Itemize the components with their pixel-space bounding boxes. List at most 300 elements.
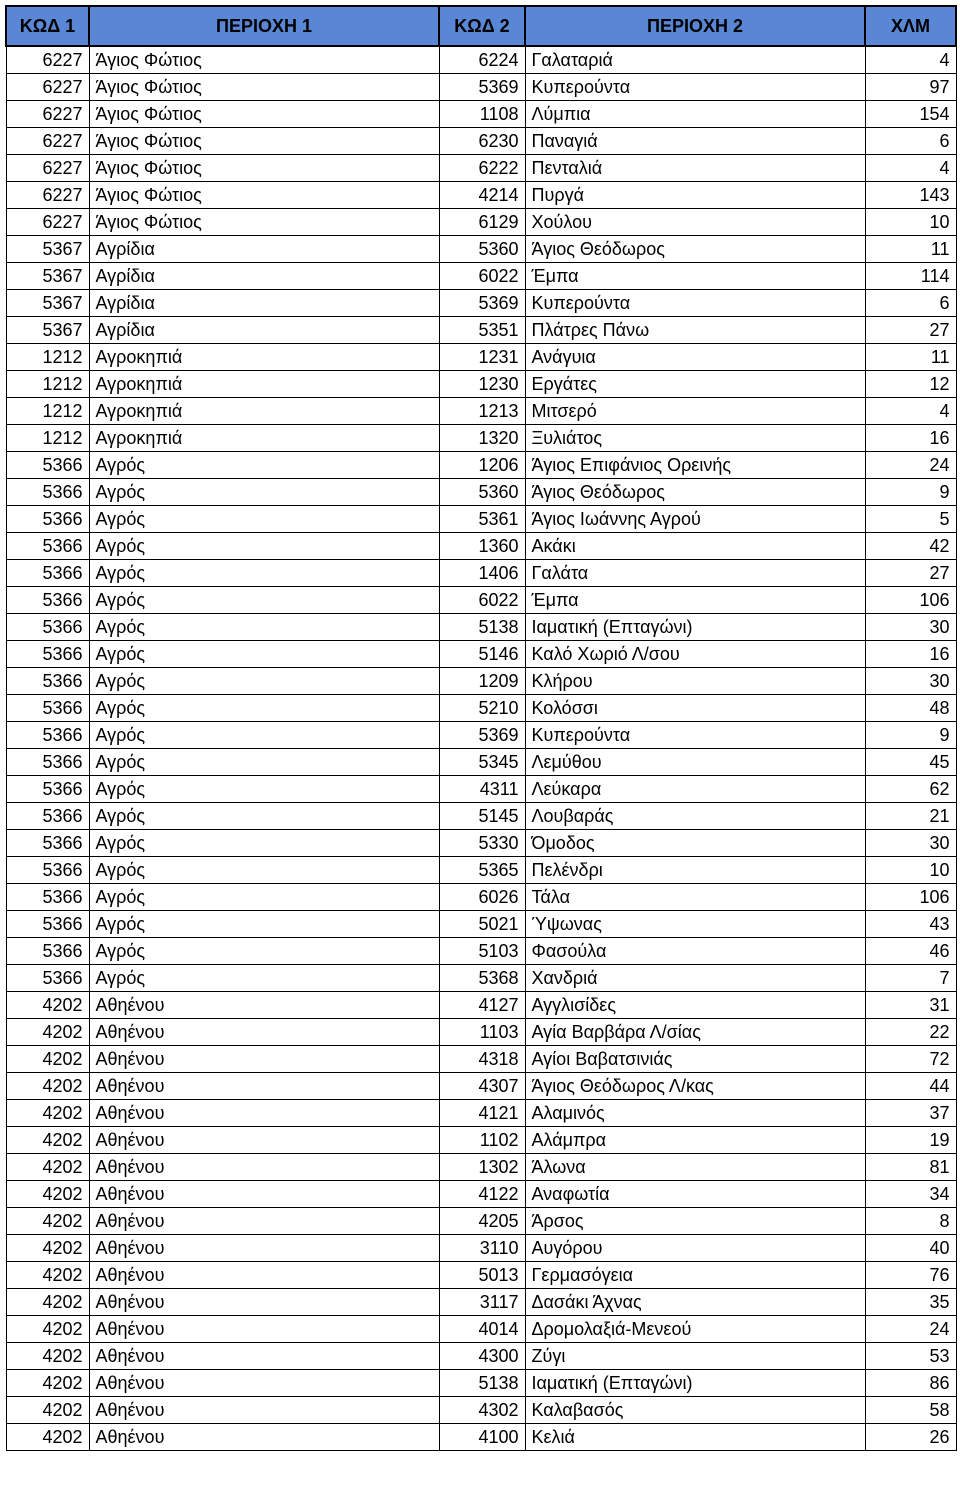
area-2-cell: Χούλου	[525, 209, 865, 236]
table-row	[6, 1046, 956, 1073]
table-row	[6, 74, 956, 101]
code-1-cell: 4202	[6, 1073, 89, 1100]
code-2-cell: 4300	[439, 1343, 525, 1370]
area-1-cell: Αθηένου	[89, 1181, 439, 1208]
code-2-cell: 5360	[439, 236, 525, 263]
table-row	[6, 101, 956, 128]
code-1-cell: 1212	[6, 425, 89, 452]
header-row	[6, 6, 956, 46]
area-1-cell: Αθηένου	[89, 1235, 439, 1262]
header-area-2: ΠΕΡΙΟΧΗ 2	[525, 6, 865, 46]
area-2-cell: Αγίοι Βαβατσινιάς	[525, 1046, 865, 1073]
code-2-cell: 4302	[439, 1397, 525, 1424]
table-row	[6, 1154, 956, 1181]
km-cell: 72	[865, 1046, 956, 1073]
table-row	[6, 182, 956, 209]
code-1-cell: 5366	[6, 641, 89, 668]
code-1-cell: 5366	[6, 452, 89, 479]
code-1-cell: 6227	[6, 128, 89, 155]
code-1-cell: 5366	[6, 668, 89, 695]
code-2-cell: 5351	[439, 317, 525, 344]
area-2-cell: Έμπα	[525, 263, 865, 290]
area-1-cell: Αθηένου	[89, 1019, 439, 1046]
code-2-cell: 5345	[439, 749, 525, 776]
area-1-cell: Αγρίδια	[89, 317, 439, 344]
code-2-cell: 1406	[439, 560, 525, 587]
code-1-cell: 5366	[6, 560, 89, 587]
area-2-cell: Χανδριά	[525, 965, 865, 992]
code-2-cell: 5368	[439, 965, 525, 992]
code-2-cell: 1209	[439, 668, 525, 695]
area-1-cell: Αθηένου	[89, 1316, 439, 1343]
area-2-cell: Άγιος Θεόδωρος	[525, 479, 865, 506]
table-row	[6, 452, 956, 479]
table-row	[6, 506, 956, 533]
code-2-cell: 4307	[439, 1073, 525, 1100]
code-1-cell: 5366	[6, 722, 89, 749]
code-1-cell: 5367	[6, 263, 89, 290]
code-2-cell: 4014	[439, 1316, 525, 1343]
area-1-cell: Αγρός	[89, 695, 439, 722]
area-1-cell: Αγρός	[89, 803, 439, 830]
code-1-cell: 5367	[6, 317, 89, 344]
table-body	[6, 46, 956, 1451]
table-row	[6, 1262, 956, 1289]
code-2-cell: 4100	[439, 1424, 525, 1451]
area-1-cell: Αγροκηπιά	[89, 344, 439, 371]
area-1-cell: Αγρός	[89, 884, 439, 911]
table-row	[6, 965, 956, 992]
code-1-cell: 5366	[6, 776, 89, 803]
code-2-cell: 1302	[439, 1154, 525, 1181]
km-cell: 16	[865, 425, 956, 452]
code-1-cell: 4202	[6, 1208, 89, 1235]
table-row	[6, 695, 956, 722]
area-2-cell: Άγιος Ιωάννης Αγρού	[525, 506, 865, 533]
code-2-cell: 5369	[439, 290, 525, 317]
code-2-cell: 3110	[439, 1235, 525, 1262]
code-2-cell: 5360	[439, 479, 525, 506]
table-row	[6, 1019, 956, 1046]
area-1-cell: Αγρός	[89, 776, 439, 803]
area-1-cell: Αθηένου	[89, 1343, 439, 1370]
area-1-cell: Άγιος Φώτιος	[89, 209, 439, 236]
code-2-cell: 1360	[439, 533, 525, 560]
area-1-cell: Αγρός	[89, 965, 439, 992]
area-1-cell: Αγρίδια	[89, 290, 439, 317]
km-cell: 40	[865, 1235, 956, 1262]
table-row	[6, 1343, 956, 1370]
table-row	[6, 803, 956, 830]
km-cell: 42	[865, 533, 956, 560]
km-cell: 4	[865, 155, 956, 182]
header-area-1: ΠΕΡΙΟΧΗ 1	[89, 6, 439, 46]
table-row	[6, 236, 956, 263]
area-2-cell: Άλωνα	[525, 1154, 865, 1181]
km-cell: 22	[865, 1019, 956, 1046]
code-2-cell: 1102	[439, 1127, 525, 1154]
code-1-cell: 5367	[6, 236, 89, 263]
km-cell: 62	[865, 776, 956, 803]
code-1-cell: 6227	[6, 46, 89, 74]
area-1-cell: Αγροκηπιά	[89, 425, 439, 452]
area-1-cell: Άγιος Φώτιος	[89, 101, 439, 128]
code-1-cell: 5366	[6, 695, 89, 722]
code-2-cell: 6224	[439, 46, 525, 74]
area-1-cell: Αγρός	[89, 506, 439, 533]
area-2-cell: Δρομολαξιά-Μενεού	[525, 1316, 865, 1343]
table-row	[6, 155, 956, 182]
area-2-cell: Καλό Χωριό Λ/σου	[525, 641, 865, 668]
area-2-cell: Άρσος	[525, 1208, 865, 1235]
area-1-cell: Αγρός	[89, 479, 439, 506]
code-1-cell: 4202	[6, 1424, 89, 1451]
code-1-cell: 5366	[6, 965, 89, 992]
area-1-cell: Άγιος Φώτιος	[89, 128, 439, 155]
code-2-cell: 5103	[439, 938, 525, 965]
area-2-cell: Αλάμπρα	[525, 1127, 865, 1154]
km-cell: 53	[865, 1343, 956, 1370]
km-cell: 43	[865, 911, 956, 938]
area-1-cell: Αθηένου	[89, 1046, 439, 1073]
area-2-cell: Ιαματική (Επταγώνι)	[525, 1370, 865, 1397]
area-1-cell: Αθηένου	[89, 1154, 439, 1181]
code-2-cell: 5369	[439, 722, 525, 749]
area-1-cell: Αγρός	[89, 668, 439, 695]
code-1-cell: 1212	[6, 398, 89, 425]
code-2-cell: 4127	[439, 992, 525, 1019]
code-2-cell: 1103	[439, 1019, 525, 1046]
area-2-cell: Κυπερούντα	[525, 290, 865, 317]
code-2-cell: 1231	[439, 344, 525, 371]
km-cell: 34	[865, 1181, 956, 1208]
code-1-cell: 4202	[6, 1127, 89, 1154]
table-row	[6, 533, 956, 560]
area-2-cell: Δασάκι Άχνας	[525, 1289, 865, 1316]
table-row	[6, 938, 956, 965]
km-cell: 114	[865, 263, 956, 290]
header-code-2: ΚΩΔ 2	[439, 6, 525, 46]
code-1-cell: 4202	[6, 1289, 89, 1316]
km-cell: 9	[865, 479, 956, 506]
code-1-cell: 4202	[6, 1343, 89, 1370]
code-2-cell: 4214	[439, 182, 525, 209]
table-row	[6, 371, 956, 398]
area-1-cell: Αγρός	[89, 560, 439, 587]
km-cell: 44	[865, 1073, 956, 1100]
table-row	[6, 1127, 956, 1154]
area-1-cell: Αγρός	[89, 830, 439, 857]
area-2-cell: Άγιος Θεόδωρος	[525, 236, 865, 263]
code-2-cell: 6129	[439, 209, 525, 236]
code-1-cell: 4202	[6, 1235, 89, 1262]
area-2-cell: Αγγλισίδες	[525, 992, 865, 1019]
code-2-cell: 6230	[439, 128, 525, 155]
table-row	[6, 1181, 956, 1208]
distance-table-sheet	[5, 5, 955, 1451]
code-1-cell: 4202	[6, 1262, 89, 1289]
km-cell: 24	[865, 1316, 956, 1343]
area-1-cell: Αγρός	[89, 911, 439, 938]
code-2-cell: 1320	[439, 425, 525, 452]
area-2-cell: Πλάτρες Πάνω	[525, 317, 865, 344]
code-2-cell: 5210	[439, 695, 525, 722]
area-2-cell: Ιαματική (Επταγώνι)	[525, 614, 865, 641]
km-cell: 11	[865, 236, 956, 263]
km-cell: 30	[865, 830, 956, 857]
km-cell: 10	[865, 209, 956, 236]
code-1-cell: 6227	[6, 209, 89, 236]
area-2-cell: Γαλαταριά	[525, 46, 865, 74]
area-2-cell: Μιτσερό	[525, 398, 865, 425]
code-1-cell: 5366	[6, 506, 89, 533]
code-1-cell: 5366	[6, 830, 89, 857]
area-2-cell: Όμοδος	[525, 830, 865, 857]
code-2-cell: 5021	[439, 911, 525, 938]
km-cell: 27	[865, 560, 956, 587]
code-1-cell: 4202	[6, 1181, 89, 1208]
code-1-cell: 1212	[6, 344, 89, 371]
area-2-cell: Κυπερούντα	[525, 74, 865, 101]
area-2-cell: Αγία Βαρβάρα Λ/σίας	[525, 1019, 865, 1046]
area-2-cell: Λεμύθου	[525, 749, 865, 776]
km-cell: 86	[865, 1370, 956, 1397]
area-1-cell: Αγρός	[89, 587, 439, 614]
code-1-cell: 5366	[6, 479, 89, 506]
code-1-cell: 6227	[6, 101, 89, 128]
table-row	[6, 830, 956, 857]
table-row	[6, 1100, 956, 1127]
code-2-cell: 5138	[439, 614, 525, 641]
code-1-cell: 5366	[6, 938, 89, 965]
code-1-cell: 5367	[6, 290, 89, 317]
code-1-cell: 5366	[6, 587, 89, 614]
area-1-cell: Αθηένου	[89, 1370, 439, 1397]
area-1-cell: Αγρός	[89, 614, 439, 641]
code-2-cell: 4311	[439, 776, 525, 803]
area-2-cell: Λεύκαρα	[525, 776, 865, 803]
km-cell: 11	[865, 344, 956, 371]
table-header	[6, 6, 956, 46]
area-1-cell: Αγροκηπιά	[89, 398, 439, 425]
code-1-cell: 1212	[6, 371, 89, 398]
area-2-cell: Λύμπια	[525, 101, 865, 128]
table-row	[6, 317, 956, 344]
area-2-cell: Πυργά	[525, 182, 865, 209]
table-row	[6, 128, 956, 155]
km-cell: 76	[865, 1262, 956, 1289]
km-cell: 58	[865, 1397, 956, 1424]
area-2-cell: Κλήρου	[525, 668, 865, 695]
header-code-1: ΚΩΔ 1	[6, 6, 89, 46]
table-row	[6, 1235, 956, 1262]
code-1-cell: 5366	[6, 884, 89, 911]
code-1-cell: 6227	[6, 74, 89, 101]
km-cell: 6	[865, 290, 956, 317]
code-1-cell: 5366	[6, 857, 89, 884]
area-2-cell: Αναφωτία	[525, 1181, 865, 1208]
table-row	[6, 749, 956, 776]
km-cell: 21	[865, 803, 956, 830]
area-1-cell: Αθηένου	[89, 1424, 439, 1451]
km-cell: 30	[865, 668, 956, 695]
table-row	[6, 398, 956, 425]
area-2-cell: Φασούλα	[525, 938, 865, 965]
area-2-cell: Ανάγυια	[525, 344, 865, 371]
km-cell: 45	[865, 749, 956, 776]
code-2-cell: 4318	[439, 1046, 525, 1073]
km-cell: 7	[865, 965, 956, 992]
table-row	[6, 668, 956, 695]
table-row	[6, 290, 956, 317]
code-2-cell: 5138	[439, 1370, 525, 1397]
area-1-cell: Αγρός	[89, 452, 439, 479]
code-2-cell: 6022	[439, 263, 525, 290]
km-cell: 27	[865, 317, 956, 344]
km-cell: 106	[865, 587, 956, 614]
code-1-cell: 5366	[6, 614, 89, 641]
area-1-cell: Αθηένου	[89, 992, 439, 1019]
area-2-cell: Αλαμινός	[525, 1100, 865, 1127]
code-2-cell: 1108	[439, 101, 525, 128]
area-1-cell: Αθηένου	[89, 1262, 439, 1289]
area-1-cell: Άγιος Φώτιος	[89, 182, 439, 209]
area-1-cell: Αθηένου	[89, 1073, 439, 1100]
code-1-cell: 4202	[6, 1154, 89, 1181]
area-1-cell: Άγιος Φώτιος	[89, 46, 439, 74]
table-row	[6, 425, 956, 452]
km-cell: 37	[865, 1100, 956, 1127]
area-1-cell: Αθηένου	[89, 1289, 439, 1316]
area-2-cell: Καλαβασός	[525, 1397, 865, 1424]
area-1-cell: Αγρίδια	[89, 236, 439, 263]
area-1-cell: Άγιος Φώτιος	[89, 74, 439, 101]
code-1-cell: 4202	[6, 1397, 89, 1424]
code-2-cell: 4122	[439, 1181, 525, 1208]
area-1-cell: Αθηένου	[89, 1397, 439, 1424]
code-2-cell: 5013	[439, 1262, 525, 1289]
table-row	[6, 884, 956, 911]
table-row	[6, 641, 956, 668]
table-row	[6, 479, 956, 506]
code-2-cell: 3117	[439, 1289, 525, 1316]
code-2-cell: 6026	[439, 884, 525, 911]
code-2-cell: 1206	[439, 452, 525, 479]
area-2-cell: Ακάκι	[525, 533, 865, 560]
km-cell: 4	[865, 398, 956, 425]
area-1-cell: Αθηένου	[89, 1208, 439, 1235]
km-cell: 24	[865, 452, 956, 479]
area-1-cell: Αγρός	[89, 857, 439, 884]
area-1-cell: Αγρός	[89, 533, 439, 560]
table-row	[6, 587, 956, 614]
table-row	[6, 263, 956, 290]
km-cell: 8	[865, 1208, 956, 1235]
area-1-cell: Αγρός	[89, 749, 439, 776]
km-cell: 35	[865, 1289, 956, 1316]
area-2-cell: Έμπα	[525, 587, 865, 614]
code-1-cell: 6227	[6, 182, 89, 209]
km-cell: 5	[865, 506, 956, 533]
km-cell: 31	[865, 992, 956, 1019]
km-cell: 106	[865, 884, 956, 911]
area-1-cell: Αθηένου	[89, 1100, 439, 1127]
table-row	[6, 722, 956, 749]
table-row	[6, 1073, 956, 1100]
km-cell: 12	[865, 371, 956, 398]
km-cell: 30	[865, 614, 956, 641]
area-2-cell: Αυγόρου	[525, 1235, 865, 1262]
code-1-cell: 4202	[6, 1100, 89, 1127]
table-row	[6, 857, 956, 884]
km-cell: 143	[865, 182, 956, 209]
code-2-cell: 1230	[439, 371, 525, 398]
table-row	[6, 1208, 956, 1235]
area-2-cell: Ζύγι	[525, 1343, 865, 1370]
km-cell: 6	[865, 128, 956, 155]
area-2-cell: Εργάτες	[525, 371, 865, 398]
code-1-cell: 4202	[6, 1019, 89, 1046]
area-2-cell: Ύψωνας	[525, 911, 865, 938]
table-row	[6, 344, 956, 371]
table-row	[6, 614, 956, 641]
code-1-cell: 5366	[6, 911, 89, 938]
code-1-cell: 6227	[6, 155, 89, 182]
table-row	[6, 1370, 956, 1397]
area-1-cell: Αθηένου	[89, 1127, 439, 1154]
code-1-cell: 4202	[6, 1370, 89, 1397]
code-2-cell: 6222	[439, 155, 525, 182]
area-1-cell: Αγροκηπιά	[89, 371, 439, 398]
area-1-cell: Άγιος Φώτιος	[89, 155, 439, 182]
area-1-cell: Αγρός	[89, 938, 439, 965]
km-cell: 154	[865, 101, 956, 128]
area-2-cell: Κολόσσι	[525, 695, 865, 722]
code-1-cell: 4202	[6, 1046, 89, 1073]
area-2-cell: Γαλάτα	[525, 560, 865, 587]
code-1-cell: 5366	[6, 533, 89, 560]
code-1-cell: 5366	[6, 749, 89, 776]
area-2-cell: Ξυλιάτος	[525, 425, 865, 452]
km-cell: 10	[865, 857, 956, 884]
area-2-cell: Τάλα	[525, 884, 865, 911]
table-row	[6, 776, 956, 803]
area-2-cell: Άγιος Θεόδωρος Λ/κας	[525, 1073, 865, 1100]
table-row	[6, 992, 956, 1019]
km-cell: 97	[865, 74, 956, 101]
km-cell: 46	[865, 938, 956, 965]
code-2-cell: 6022	[439, 587, 525, 614]
table-row	[6, 560, 956, 587]
area-2-cell: Κελιά	[525, 1424, 865, 1451]
code-2-cell: 4205	[439, 1208, 525, 1235]
km-cell: 16	[865, 641, 956, 668]
km-cell: 26	[865, 1424, 956, 1451]
table-row	[6, 911, 956, 938]
area-2-cell: Πενταλιά	[525, 155, 865, 182]
area-2-cell: Κυπερούντα	[525, 722, 865, 749]
km-cell: 81	[865, 1154, 956, 1181]
area-2-cell: Γερμασόγεια	[525, 1262, 865, 1289]
code-1-cell: 4202	[6, 992, 89, 1019]
distance-table	[5, 5, 957, 1451]
table-row	[6, 1397, 956, 1424]
code-2-cell: 5146	[439, 641, 525, 668]
km-cell: 4	[865, 46, 956, 74]
area-2-cell: Πελένδρι	[525, 857, 865, 884]
code-2-cell: 5365	[439, 857, 525, 884]
code-1-cell: 5366	[6, 803, 89, 830]
